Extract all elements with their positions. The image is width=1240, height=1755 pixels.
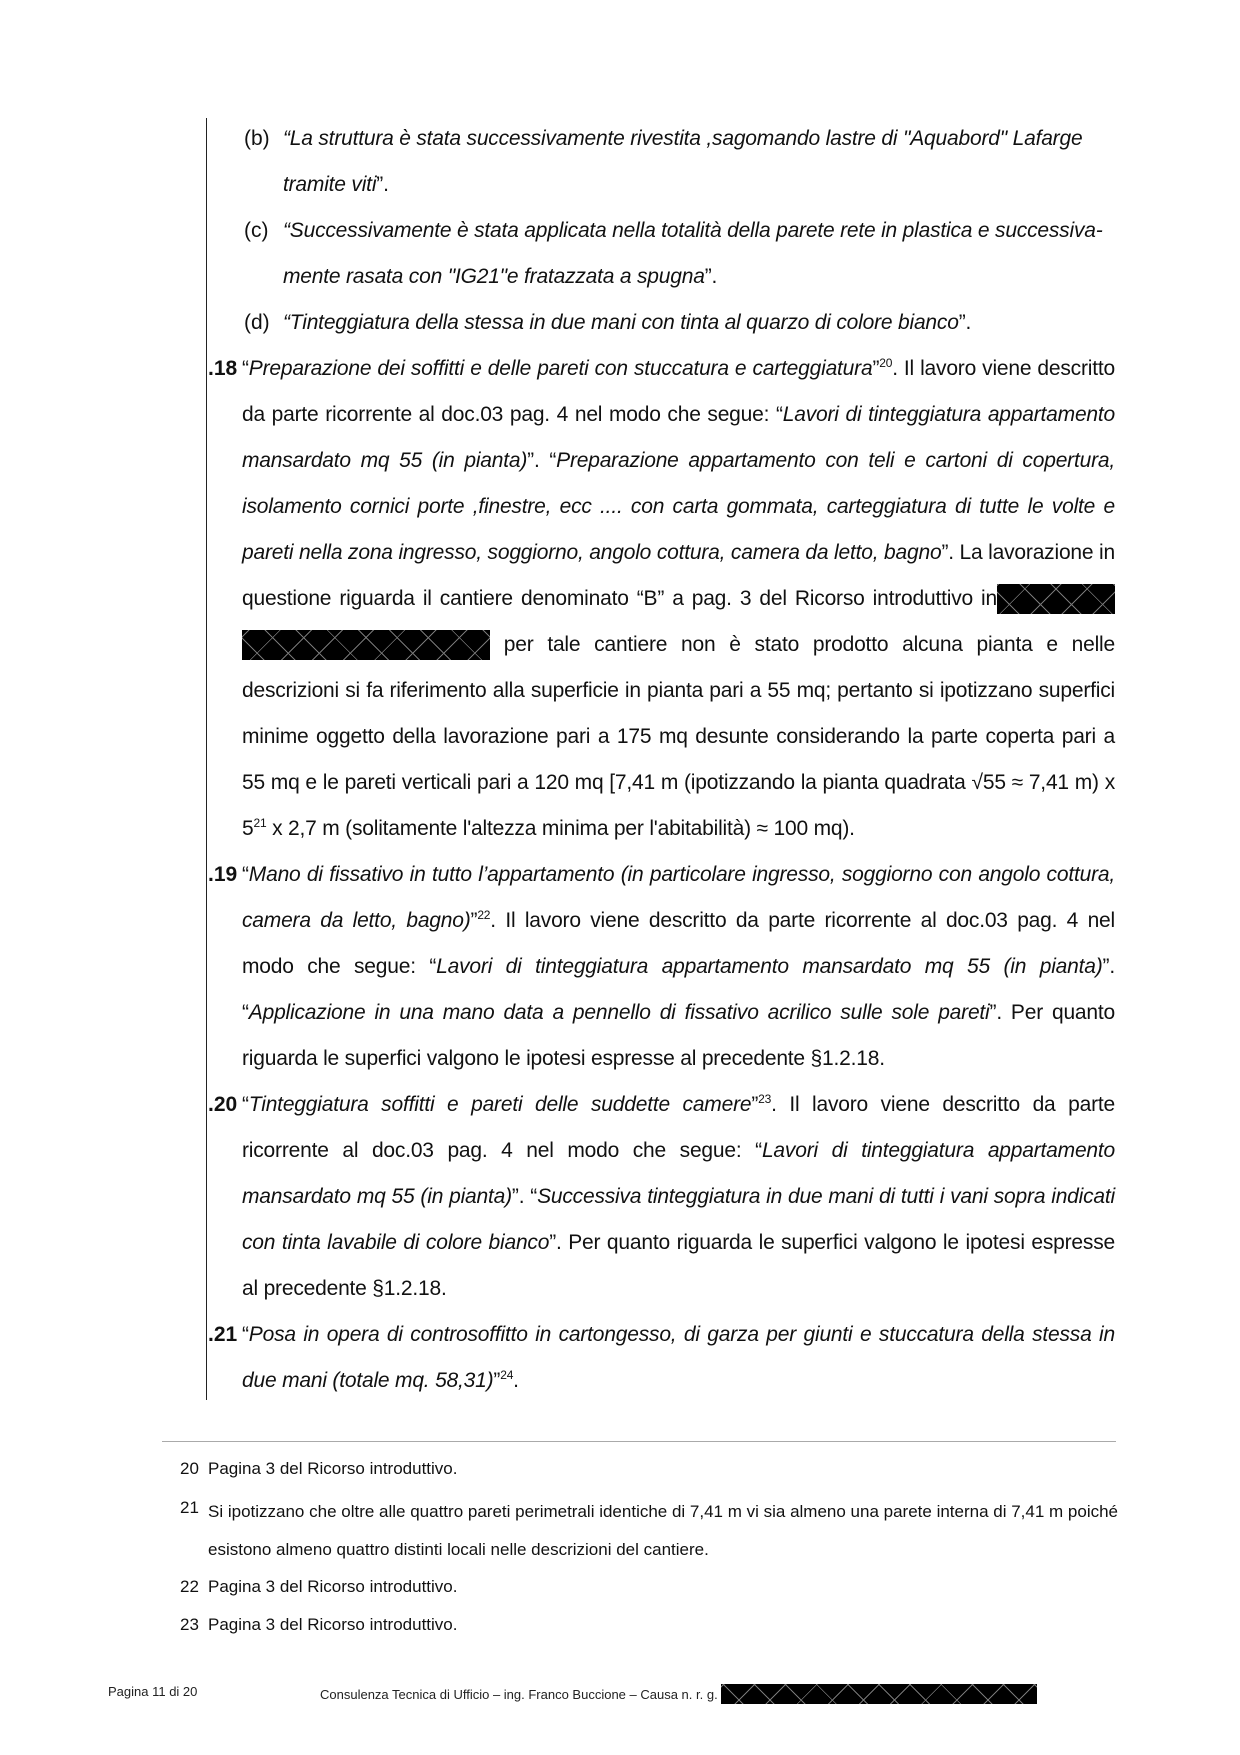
item-c-text [283,208,1115,254]
quote-mark: ” [751,1093,759,1116]
section-21-text-a: . [513,1369,519,1392]
page-number: Pagina 11 di 20 [108,1684,198,1699]
item-b-text2: tramite viti [283,173,377,196]
footnote-ref-23[interactable]: 23 [758,1092,772,1106]
footnote-text: Pagina 3 del Ricorso introduttivo. [208,1577,458,1596]
item-b-label: (b) [244,127,270,150]
section-18-text-c: ”. La lavorazione in questione riguarda il cantiere denominato “B” a pag. 3 del Ricorso introduttivo in [242,541,1116,610]
item-d-text1: “Tinteggiatura della stessa in due mani con tinta al quarzo di colore bianco [283,311,959,334]
section-number-19: .19 [208,863,238,886]
section-19-text [242,852,1115,1082]
quote-mark: ” [470,909,478,932]
item-c-text-line2 [283,254,1115,300]
footnote-text: Pagina 3 del Ricorso introduttivo. [208,1615,458,1634]
footnote-number: 20 [180,1459,199,1478]
item-c-text2: mente rasata con "IG21"e fratazzata a spugna [283,265,705,288]
section-20-text-b: ”. “ [511,1185,538,1208]
item-d-end: ”. [958,311,972,334]
section-18-text-a: . Il lavoro viene descritto da parte ricorrente al doc.03 pag. 4 nel modo che segue: “ [242,357,1115,426]
left-margin-bar [206,118,207,1400]
item-d-text [283,300,1115,346]
item-c-end: ”. [704,265,718,288]
section-19-text-a: . Il lavoro viene descritto da parte ricorrente al doc.03 pag. 4 nel modo che segue: “ [242,909,1115,978]
item-b-text-line2 [283,162,1115,208]
section-19-text-b: ”. “ [242,955,1115,1024]
item-b-text [283,116,1115,162]
footnote-ref-20[interactable]: 20 [879,356,893,370]
footer-text [320,1684,1037,1704]
footnote-ref-22[interactable]: 22 [477,908,491,922]
quote-mark: ” [493,1369,501,1392]
quote-mark: “ [242,357,249,380]
section-21-text [242,1312,1115,1404]
section-19-quote-b: Applicazione in una mano data a pennello di fissativo acrilico sulle sole pareti [248,1001,990,1024]
section-number-18: .18 [208,357,238,380]
footnote-text: Si ipotizzano che oltre alle quattro pareti perimetrali identiche di 7,41 m vi sia almeno una parete interna di 7,41 m poiché esistono almeno quattro distinti locali nelle descrizioni del cantiere. [208,1502,1119,1559]
section-21-title: Posa in opera di controsoffitto in cartongesso, di garza per giunti e stuccatura della stessa in due mani (totale mq. 58,31) [242,1323,1115,1392]
quote-mark: “ [242,863,249,886]
section-18-text-b: ”. “ [527,449,557,472]
footnote-text: Pagina 3 del Ricorso introduttivo. [208,1459,458,1478]
footnote-number: 23 [180,1615,199,1634]
quote-mark: “ [242,1093,249,1116]
item-d-label: (d) [244,311,270,334]
footer-case-label: Consulenza Tecnica di Ufficio – ing. Franco Buccione – Causa n. r. g. [320,1687,718,1702]
section-18-title: Preparazione dei soffitti e delle pareti con stuccatura e carteggiatura [248,357,873,380]
section-20-quote-b: Successiva tinteggiatura in due mani di tutti i vani sopra indicati con tinta lavabile di colore bianco [242,1185,1115,1254]
section-18-text-e: x 2,7 m (solitamente l'altezza minima per l'abitabilità) ≈ 100 mq). [266,817,855,840]
item-c-text1: “Successivamente è stata applicata nella totalità della parete rete in plastica e successiva- [283,219,1103,242]
section-18-text-d: per tale cantiere non è stato prodotto alcuna pianta e nelle descrizioni si fa riferimento alla superficie in pianta pari a 55 mq; pertanto si ipotizzano superfici minime oggetto della lavorazione pari a 175 mq desunte considerando la parte coperta pari a 55 mq e le pareti verticali pari a 120 mq [7,41 m (ipotizzando la pianta quadrata √55 ≈ 7,41 m) x 5 [242,633,1115,840]
section-20-text-c: ”. Per quanto riguarda le superfici valgono le ipotesi espresse al precedente §1.2.18. [242,1231,1115,1300]
section-20-text [242,1082,1115,1312]
redaction-block [242,630,490,660]
redaction-block [721,1684,1037,1704]
section-20-title: Tinteggiatura soffitti e pareti delle suddette camere [248,1093,752,1116]
section-number-20: .20 [208,1093,238,1116]
section-18-text [242,346,1115,852]
section-number-21: .21 [208,1323,238,1346]
item-b-text1: “La struttura è stata successivamente rivestita ,sagomando lastre di "Aquabord" Lafarge [283,127,1083,150]
footnote-number: 22 [180,1577,199,1596]
section-19-title: Mano di fissativo in tutto l’appartamento (in particolare ingresso, soggiorno con angolo cottura, camera da letto, bagno) [242,863,1115,932]
quote-mark: “ [242,1323,249,1346]
redaction-block [997,584,1115,614]
footnote-ref-21[interactable]: 21 [253,816,267,830]
footnote-separator [162,1441,1116,1442]
item-c-label: (c) [244,219,269,242]
footnote-ref-24[interactable]: 24 [500,1368,514,1382]
section-20-quote-a: Lavori di tinteggiatura appartamento mansardato mq 55 (in pianta) [242,1139,1116,1208]
section-19-quote-a: Lavori di tinteggiatura appartamento mansardato mq 55 (in pianta) [436,955,1103,978]
footnote-number: 21 [180,1498,199,1517]
section-18-quote-b: Preparazione appartamento con teli e cartoni di copertura, isolamento cornici porte ,finestre, ecc .... con carta gommata, carteggiatura di tutte le volte e pareti nella zona ingresso, soggiorno, angolo cottura, camera da letto, bagno [242,449,1115,564]
section-18-quote-a: Lavori di tinteggiatura appartamento mansardato mq 55 (in pianta) [242,403,1116,472]
section-19-text-c: ”. Per quanto riguarda le superfici valgono le ipotesi espresse al precedente §1.2.18. [242,1001,1115,1070]
item-b-end: ”. [376,173,389,196]
section-20-text-a: . Il lavoro viene descritto da parte ricorrente al doc.03 pag. 4 nel modo che segue: “ [242,1093,1115,1162]
quote-mark: ” [872,357,880,380]
